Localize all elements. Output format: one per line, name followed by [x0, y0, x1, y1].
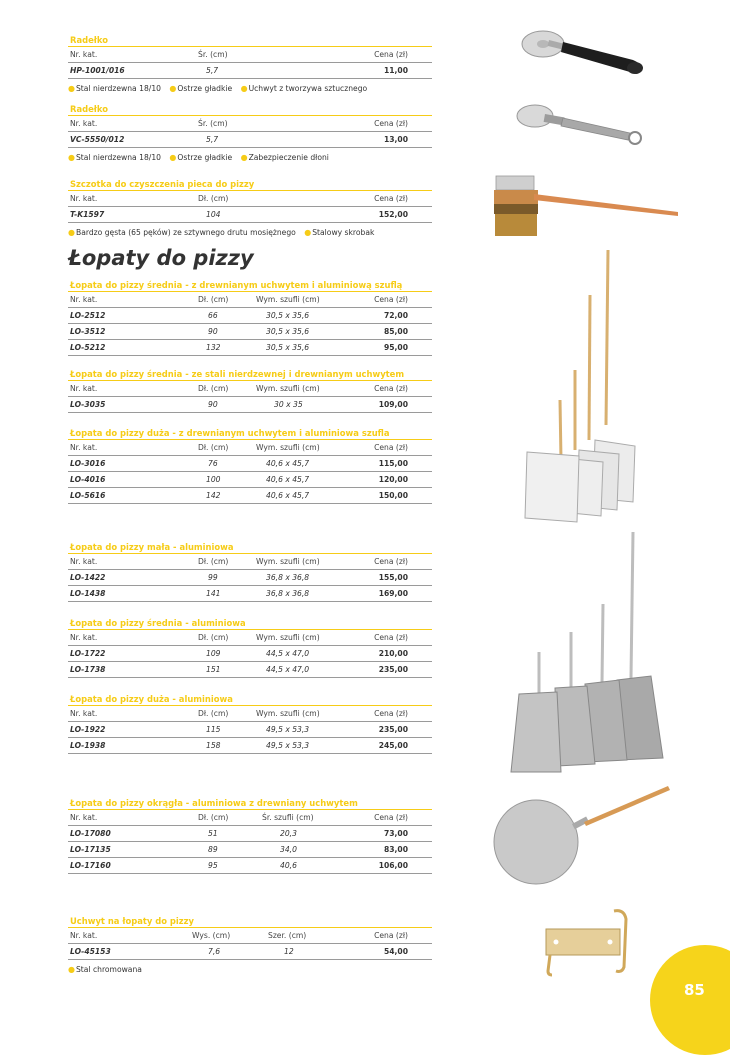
col-price: Cena (zł): [374, 633, 408, 642]
blade-size-value: 49,5 x 53,3: [266, 741, 310, 750]
product-code: LO-3512: [70, 327, 106, 336]
product-code: LO-5212: [70, 343, 106, 352]
product-code: LO-1738: [70, 665, 106, 674]
bullet-icon: ●: [240, 84, 248, 93]
section-peel-wood-alu-large: [68, 428, 432, 504]
product-code: LO-1922: [70, 725, 106, 734]
length-value: 132: [206, 343, 221, 352]
col-width: Szer. (cm): [268, 931, 307, 940]
feature-item: Stal chromowana: [75, 965, 142, 974]
col-price: Cena (zł): [374, 709, 408, 718]
product-code: LO-1422: [70, 573, 106, 582]
col-code: Nr. kat.: [70, 119, 98, 128]
bullet-icon: ●: [68, 965, 75, 974]
product-code: LO-17160: [70, 861, 111, 870]
section-pizza-cutter-1: [68, 35, 432, 95]
table-row: [68, 488, 432, 504]
length-value: 90: [208, 400, 218, 409]
table-header: [68, 47, 432, 63]
product-code: HP-1001/016: [70, 66, 125, 75]
feature-item: Stal nierdzewna 18/10: [75, 153, 161, 162]
price-value: 73,00: [383, 829, 408, 838]
price-value: 235,00: [378, 665, 408, 674]
section-peel-alu-large: [68, 694, 432, 754]
section-peel-steel-medium: [68, 369, 432, 413]
length-value: 142: [206, 491, 221, 500]
feature-list: [68, 83, 432, 95]
section-title: Szczotka do czyszczenia pieca do pizzy: [68, 179, 432, 191]
section-peel-alu-medium: [68, 618, 432, 678]
col-price: Cena (zł): [374, 194, 408, 203]
table-row: [68, 662, 432, 678]
price-value: 245,00: [378, 741, 408, 750]
feature-item: Ostrze gładkie: [177, 153, 233, 162]
section-title: Łopata do pizzy okrągła - aluminiowa z drewniany uchwytem: [68, 798, 432, 810]
pizza-cutter-steel-handle-image: [515, 100, 665, 150]
price-value: 169,00: [378, 589, 408, 598]
col-height: Wys. (cm): [192, 931, 231, 940]
diameter-value: 5,7: [206, 66, 219, 75]
length-value: 158: [206, 741, 221, 750]
table-row: [68, 456, 432, 472]
blade-diameter-value: 20,3: [280, 829, 297, 838]
price-value: 13,00: [383, 135, 408, 144]
peel-holder-image: [538, 905, 638, 980]
table-row: [68, 570, 432, 586]
section-oven-brush: [68, 179, 432, 239]
table-row: [68, 472, 432, 488]
blade-size-value: 40,6 x 45,7: [266, 459, 310, 468]
product-code: LO-3035: [70, 400, 106, 409]
round-peel-image: [490, 780, 675, 900]
length-value: 76: [208, 459, 218, 468]
length-value: 151: [206, 665, 221, 674]
col-code: Nr. kat.: [70, 384, 98, 393]
section-title: Łopata do pizzy duża - z drewnianym uchwytem i aluminiowa szufla: [68, 428, 432, 440]
page-number-badge: [650, 945, 730, 1055]
price-value: 109,00: [378, 400, 408, 409]
col-price: Cena (zł): [374, 557, 408, 566]
table-row: [68, 586, 432, 602]
col-length: Dł. (cm): [198, 443, 229, 452]
section-title: Łopata do pizzy średnia - ze stali nierdzewnej i drewnianym uchwytem: [68, 369, 432, 381]
feature-item: Stal nierdzewna 18/10: [75, 84, 161, 93]
blade-size-value: 49,5 x 53,3: [266, 725, 310, 734]
col-blade-size: Wym. szufli (cm): [256, 384, 320, 393]
section-title: Łopata do pizzy duża - aluminiowa: [68, 694, 432, 706]
product-code: LO-1438: [70, 589, 106, 598]
feature-list: [68, 964, 432, 976]
price-value: 11,00: [383, 66, 408, 75]
table-row: [68, 324, 432, 340]
col-code: Nr. kat.: [70, 709, 98, 718]
page-number: 85: [684, 981, 705, 999]
col-blade-size: Wym. szufli (cm): [256, 557, 320, 566]
table-header: [68, 440, 432, 456]
length-value: 90: [208, 327, 218, 336]
col-code: Nr. kat.: [70, 50, 98, 59]
section-title: Uchwyt na łopaty do pizzy: [68, 916, 432, 928]
blade-size-value: 30,5 x 35,6: [266, 343, 310, 352]
price-value: 150,00: [378, 491, 408, 500]
blade-size-value: 40,6 x 45,7: [266, 491, 310, 500]
blade-size-value: 44,5 x 47,0: [266, 665, 310, 674]
blade-size-value: 30,5 x 35,6: [266, 311, 310, 320]
col-price: Cena (zł): [374, 443, 408, 452]
section-title: Łopata do pizzy średnia - z drewnianym uchwytem i aluminiową szuflą: [68, 280, 432, 292]
feature-list: [68, 152, 432, 164]
price-value: 120,00: [378, 475, 408, 484]
table-header: [68, 928, 432, 944]
col-blade-diameter: Śr. szufli (cm): [262, 813, 314, 822]
bullet-icon: ●: [304, 228, 312, 237]
width-value: 12: [284, 947, 294, 956]
blade-size-value: 36,8 x 36,8: [266, 573, 310, 582]
length-value: 51: [208, 829, 218, 838]
col-diameter: Śr. (cm): [198, 119, 228, 128]
table-row: [68, 738, 432, 754]
length-value: 141: [206, 589, 221, 598]
table-header: [68, 191, 432, 207]
col-blade-size: Wym. szufli (cm): [256, 633, 320, 642]
table-row: [68, 340, 432, 356]
table-row: [68, 842, 432, 858]
col-price: Cena (zł): [374, 813, 408, 822]
section-peel-round: [68, 798, 432, 874]
col-code: Nr. kat.: [70, 813, 98, 822]
section-title: Łopata do pizzy średnia - aluminiowa: [68, 618, 432, 630]
product-code: LO-1722: [70, 649, 106, 658]
col-price: Cena (zł): [374, 384, 408, 393]
product-code: LO-45153: [70, 947, 111, 956]
col-length: Dł. (cm): [198, 709, 229, 718]
col-diameter: Śr. (cm): [198, 50, 228, 59]
length-value: 100: [206, 475, 221, 484]
col-price: Cena (zł): [374, 119, 408, 128]
col-blade-size: Wym. szufli (cm): [256, 443, 320, 452]
price-value: 210,00: [378, 649, 408, 658]
col-code: Nr. kat.: [70, 557, 98, 566]
product-code: LO-2512: [70, 311, 106, 320]
blade-size-value: 40,6 x 45,7: [266, 475, 310, 484]
price-value: 95,00: [383, 343, 408, 352]
bullet-icon: ●: [68, 153, 75, 162]
product-code: LO-3016: [70, 459, 106, 468]
bullet-icon: ●: [68, 84, 75, 93]
table-row: [68, 646, 432, 662]
length-value: 95: [208, 861, 218, 870]
bullet-icon: ●: [169, 84, 177, 93]
aluminium-peels-image: [505, 528, 675, 778]
bullet-icon: ●: [240, 153, 248, 162]
col-code: Nr. kat.: [70, 295, 98, 304]
feature-item: Bardzo gęsta (65 pęków) ze sztywnego drutu mosiężnego: [75, 228, 296, 237]
table-header: [68, 292, 432, 308]
section-peel-holder: [68, 916, 432, 976]
length-value: 66: [208, 311, 218, 320]
product-code: LO-5616: [70, 491, 106, 500]
table-row: [68, 826, 432, 842]
col-length: Dł. (cm): [198, 194, 229, 203]
col-price: Cena (zł): [374, 295, 408, 304]
product-code: T-K1597: [70, 210, 105, 219]
price-value: 72,00: [383, 311, 408, 320]
price-value: 155,00: [378, 573, 408, 582]
table-row: [68, 63, 432, 79]
col-code: Nr. kat.: [70, 443, 98, 452]
blade-size-value: 30,5 x 35,6: [266, 327, 310, 336]
price-value: 106,00: [378, 861, 408, 870]
price-value: 83,00: [383, 845, 408, 854]
product-code: LO-17135: [70, 845, 111, 854]
table-row: [68, 308, 432, 324]
product-code: VC-5550/012: [70, 135, 125, 144]
blade-size-value: 36,8 x 36,8: [266, 589, 310, 598]
section-peel-wood-alu-medium: [68, 280, 432, 356]
product-code: LO-17080: [70, 829, 111, 838]
blade-size-value: 44,5 x 47,0: [266, 649, 310, 658]
table-header: [68, 554, 432, 570]
price-value: 152,00: [378, 210, 408, 219]
col-code: Nr. kat.: [70, 633, 98, 642]
pizza-cutter-black-handle-image: [515, 24, 665, 84]
bullet-icon: ●: [169, 153, 177, 162]
feature-item: Zabezpieczenie dłoni: [248, 153, 329, 162]
col-blade-size: Wym. szufli (cm): [256, 709, 320, 718]
height-value: 7,6: [208, 947, 221, 956]
diameter-value: 5,7: [206, 135, 219, 144]
col-length: Dł. (cm): [198, 295, 229, 304]
col-length: Dł. (cm): [198, 557, 229, 566]
length-value: 109: [206, 649, 221, 658]
feature-item: Uchwyt z tworzywa sztucznego: [248, 84, 368, 93]
blade-diameter-value: 34,0: [280, 845, 297, 854]
product-code: LO-4016: [70, 475, 106, 484]
price-value: 54,00: [383, 947, 408, 956]
table-row: [68, 858, 432, 874]
length-value: 99: [208, 573, 218, 582]
bullet-icon: ●: [68, 228, 75, 237]
table-row: [68, 397, 432, 413]
col-code: Nr. kat.: [70, 194, 98, 203]
price-value: 85,00: [383, 327, 408, 336]
wooden-handle-peels-image: [515, 240, 665, 525]
section-title: Radełko: [68, 35, 432, 47]
table-header: [68, 630, 432, 646]
table-row: [68, 207, 432, 223]
feature-item: Stalowy skrobak: [312, 228, 375, 237]
section-peel-alu-small: [68, 542, 432, 602]
product-code: LO-1938: [70, 741, 106, 750]
table-row: [68, 722, 432, 738]
table-row: [68, 132, 432, 148]
length-value: 104: [206, 210, 221, 219]
table-header: [68, 810, 432, 826]
col-length: Dł. (cm): [198, 384, 229, 393]
table-header: [68, 706, 432, 722]
feature-list: [68, 227, 432, 239]
blade-diameter-value: 40,6: [280, 861, 297, 870]
col-price: Cena (zł): [374, 931, 408, 940]
col-code: Nr. kat.: [70, 931, 98, 940]
col-length: Dł. (cm): [198, 813, 229, 822]
table-header: [68, 116, 432, 132]
section-pizza-cutter-2: [68, 104, 432, 164]
feature-item: Ostrze gładkie: [177, 84, 233, 93]
col-price: Cena (zł): [374, 50, 408, 59]
length-value: 89: [208, 845, 218, 854]
length-value: 115: [206, 725, 221, 734]
price-value: 115,00: [378, 459, 408, 468]
table-row: [68, 944, 432, 960]
section-title: Łopata do pizzy mała - aluminiowa: [68, 542, 432, 554]
oven-brush-image: [488, 170, 683, 245]
col-length: Dł. (cm): [198, 633, 229, 642]
page-title: Łopaty do pizzy: [68, 246, 254, 270]
col-blade-size: Wym. szufli (cm): [256, 295, 320, 304]
blade-size-value: 30 x 35: [274, 400, 303, 409]
price-value: 235,00: [378, 725, 408, 734]
section-title: Radełko: [68, 104, 432, 116]
table-header: [68, 381, 432, 397]
